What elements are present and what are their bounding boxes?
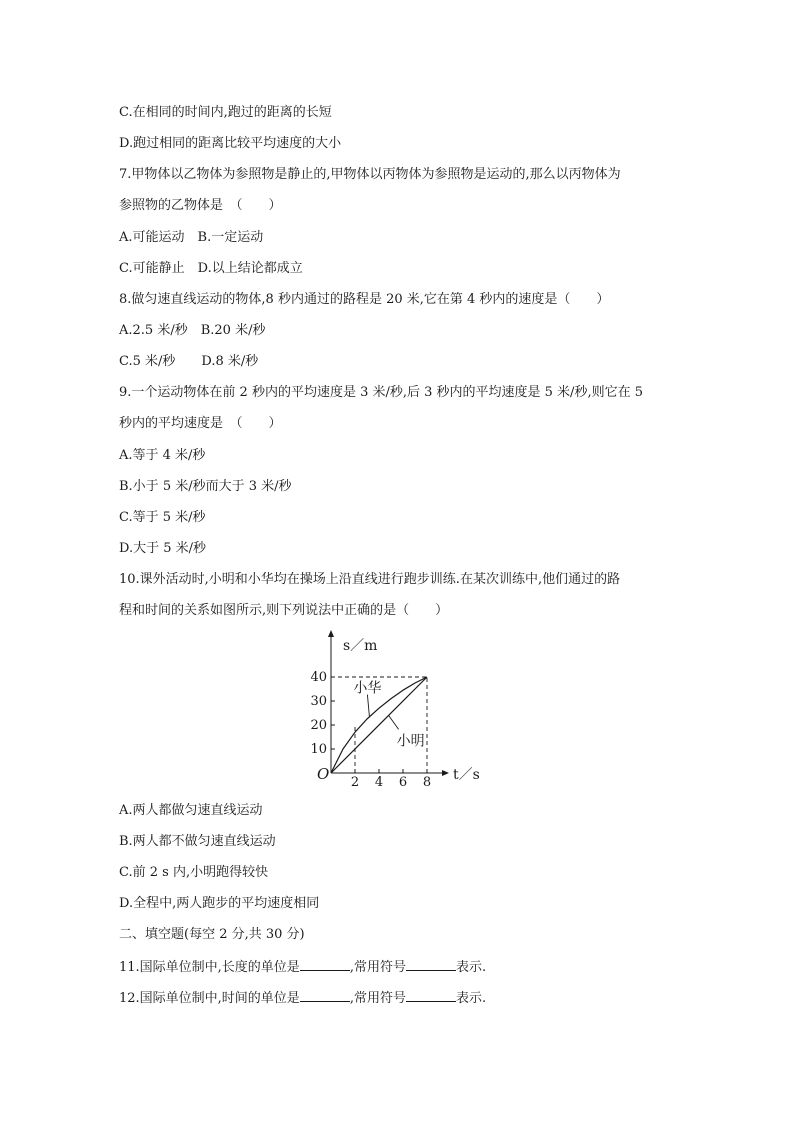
distance-time-chart: [305, 628, 495, 788]
question-11: [119, 958, 486, 976]
question-10-stem-line1: 10.课外活动时,小明和小华均在操场上沿直线进行跑步训练.在某次训练中,他们通过的路: [119, 572, 621, 587]
series-label-1: 小明: [396, 733, 425, 750]
question-9-option-b: B.小于 5 米/秒而大于 3 米/秒: [119, 479, 292, 494]
question-11-blank-unit[interactable]: [300, 958, 350, 971]
x-tick-label-4: 4: [374, 775, 384, 788]
callout-line-1: [389, 715, 399, 729]
question-8-options-ab: A.2.5 米/秒 B.20 米/秒: [119, 323, 266, 338]
section-2-heading: 二、填空题(每空 2 分,共 30 分): [119, 927, 305, 942]
question-10-option-c: C.前 2 s 内,小明跑得较快: [119, 865, 269, 880]
question-10-stem-line2: 程和时间的关系如图所示,则下列说法中正确的是（ ）: [119, 603, 449, 618]
question-10-option-a: A.两人都做匀速直线运动: [119, 803, 263, 818]
callout-line-0: [367, 695, 369, 717]
question-11-text-b: ,常用符号: [349, 960, 406, 975]
y-axis-arrow: [328, 630, 334, 637]
y-tick-label-30: 30: [310, 694, 327, 709]
option-d-q6: D.跑过相同的距离比较平均速度的大小: [119, 136, 342, 151]
y-tick-label-10: 10: [310, 742, 327, 757]
question-12-text-a: 12.国际单位制中,时间的单位是: [119, 991, 300, 1006]
option-c-q6: C.在相同的时间内,跑过的距离的长短: [119, 105, 332, 120]
series-label-0: 小华: [353, 680, 382, 697]
question-12: [119, 989, 486, 1007]
question-8-stem: 8.做匀速直线运动的物体,8 秒内通过的路程是 20 米,它在第 4 秒内的速度是（ ）: [119, 292, 610, 307]
question-8-options-cd: C.5 米/秒 D.8 米/秒: [119, 354, 259, 369]
question-7-stem-line1: 7.甲物体以乙物体为参照物是静止的,甲物体以丙物体为参照物是运动的,那么以丙物体为: [119, 167, 621, 182]
question-9-stem-line2: 秒内的平均速度是 （ ）: [119, 416, 282, 431]
question-12-text-b: ,常用符号: [349, 991, 406, 1006]
x-tick-label-8: 8: [422, 775, 432, 788]
question-11-text-c: 表示.: [455, 960, 487, 975]
origin-label: O: [317, 765, 330, 783]
question-7-stem-line2: 参照物的乙物体是 （ ）: [119, 198, 282, 213]
question-12-text-c: 表示.: [455, 991, 487, 1006]
question-7-options-ab: A.可能运动 B.一定运动: [119, 230, 264, 245]
question-12-blank-symbol[interactable]: [406, 989, 456, 1002]
question-9-stem-line1: 9.一个运动物体在前 2 秒内的平均速度是 3 米/秒,后 3 秒内的平均速度是 5 米/秒,则它在 5: [119, 385, 643, 400]
question-9-option-d: D.大于 5 米/秒: [119, 541, 207, 556]
question-9-option-c: C.等于 5 米/秒: [119, 510, 206, 525]
question-11-text-a: 11.国际单位制中,长度的单位是: [119, 960, 300, 975]
x-axis-arrow: [442, 770, 449, 776]
question-12-blank-unit[interactable]: [300, 989, 350, 1002]
x-tick-label-2: 2: [350, 775, 360, 788]
y-axis-label: s／m: [343, 638, 378, 654]
question-10-option-b: B.两人都不做匀速直线运动: [119, 834, 276, 849]
question-7-options-cd: C.可能静止 D.以上结论都成立: [119, 261, 303, 276]
y-tick-label-20: 20: [310, 718, 327, 733]
question-11-blank-symbol[interactable]: [406, 958, 456, 971]
y-tick-label-40: 40: [310, 670, 327, 685]
x-axis-label: t／s: [453, 767, 480, 783]
x-tick-label-6: 6: [398, 775, 408, 788]
question-10-option-d: D.全程中,两人跑步的平均速度相同: [119, 896, 320, 911]
question-9-option-a: A.等于 4 米/秒: [119, 448, 206, 463]
